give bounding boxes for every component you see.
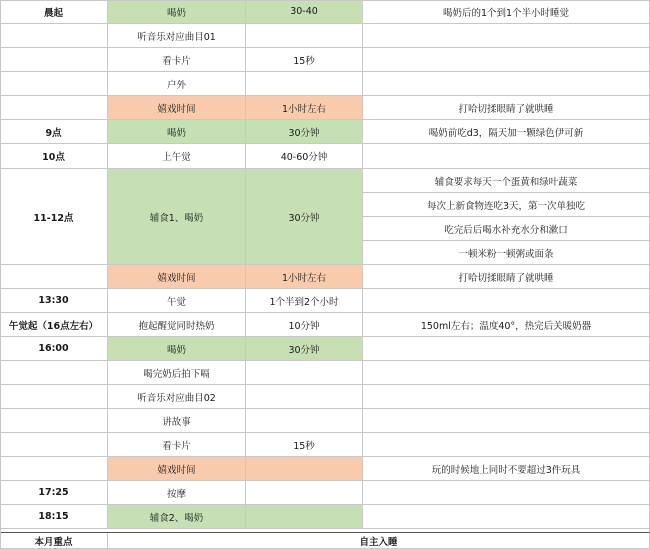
focus-label[interactable]: 本月重点 [0, 533, 108, 549]
activity-cell[interactable]: 上午觉 [108, 144, 246, 169]
activity-cell[interactable]: 辅食2、喝奶 [108, 505, 246, 529]
note-cell[interactable]: 每次上新食物连吃3天，第一次单独吃 [363, 193, 650, 217]
note-cell[interactable] [363, 505, 650, 529]
time-cell[interactable]: 11-12点 [0, 169, 108, 265]
time-cell[interactable] [0, 361, 108, 385]
note-cell[interactable]: 喝奶后的1个到1个半小时睡觉 [363, 0, 650, 24]
time-cell[interactable]: 10点 [0, 144, 108, 169]
time-cell[interactable]: 午觉起（16点左右） [0, 313, 108, 337]
time-cell[interactable] [0, 457, 108, 481]
activity-cell[interactable]: 喝完奶后拍下嗝 [108, 361, 246, 385]
duration-cell[interactable] [246, 361, 363, 385]
note-cell[interactable]: 150ml左右；温度40°，热完后关暖奶器 [363, 313, 650, 337]
duration-cell[interactable]: 10分钟 [246, 313, 363, 337]
note-cell[interactable]: 喝奶前吃d3，隔天加一颗绿色伊可新 [363, 120, 650, 144]
time-cell[interactable] [0, 24, 108, 48]
note-cell[interactable] [363, 433, 650, 457]
note-cell[interactable]: 打哈切揉眼睛了就哄睡 [363, 96, 650, 120]
time-cell[interactable] [0, 48, 108, 72]
note-cell[interactable] [363, 481, 650, 505]
duration-cell[interactable] [246, 481, 363, 505]
time-cell[interactable]: 13:30 [0, 289, 108, 313]
time-cell[interactable]: 18:15 [0, 505, 108, 529]
duration-cell[interactable] [246, 24, 363, 48]
activity-cell[interactable]: 嬉戏时间 [108, 96, 246, 120]
duration-cell[interactable] [246, 505, 363, 529]
activity-cell[interactable]: 午觉 [108, 289, 246, 313]
activity-cell[interactable]: 喝奶 [108, 0, 246, 24]
focus-value[interactable]: 自主入睡 [108, 533, 650, 549]
activity-cell[interactable]: 讲故事 [108, 409, 246, 433]
note-cell[interactable] [363, 337, 650, 361]
note-cell[interactable] [363, 409, 650, 433]
note-cell[interactable] [363, 385, 650, 409]
time-cell[interactable] [0, 409, 108, 433]
time-cell[interactable] [0, 433, 108, 457]
activity-cell[interactable]: 听音乐对应曲目01 [108, 24, 246, 48]
note-cell[interactable] [363, 144, 650, 169]
activity-cell[interactable]: 抱起醒觉同时热奶 [108, 313, 246, 337]
note-cell[interactable]: 一顿米粉一顿粥或面条 [363, 241, 650, 265]
note-cell[interactable] [363, 289, 650, 313]
duration-cell[interactable]: 30分钟 [246, 169, 363, 265]
note-cell[interactable]: 打哈切揉眼睛了就哄睡 [363, 265, 650, 289]
duration-cell[interactable]: 1小时左右 [246, 265, 363, 289]
activity-cell[interactable]: 听音乐对应曲目02 [108, 385, 246, 409]
note-cell[interactable] [363, 24, 650, 48]
duration-cell[interactable]: 30-40 [246, 0, 363, 24]
duration-cell[interactable]: 15秒 [246, 433, 363, 457]
duration-cell[interactable]: 30分钟 [246, 337, 363, 361]
activity-cell[interactable]: 辅食1、喝奶 [108, 169, 246, 265]
time-cell[interactable] [0, 96, 108, 120]
note-cell[interactable] [363, 72, 650, 96]
activity-cell[interactable]: 喝奶 [108, 337, 246, 361]
note-cell[interactable] [363, 48, 650, 72]
activity-cell[interactable]: 户外 [108, 72, 246, 96]
note-cell[interactable]: 玩的时候地上同时不要超过3件玩具 [363, 457, 650, 481]
duration-cell[interactable] [246, 409, 363, 433]
note-cell[interactable] [363, 361, 650, 385]
time-cell[interactable]: 晨起 [0, 0, 108, 24]
duration-cell[interactable]: 30分钟 [246, 120, 363, 144]
time-cell[interactable]: 17:25 [0, 481, 108, 505]
time-cell[interactable] [0, 385, 108, 409]
time-cell[interactable]: 9点 [0, 120, 108, 144]
time-cell[interactable]: 16:00 [0, 337, 108, 361]
activity-cell[interactable]: 嬉戏时间 [108, 265, 246, 289]
time-cell[interactable] [0, 72, 108, 96]
duration-cell[interactable] [246, 385, 363, 409]
activity-cell[interactable]: 嬉戏时间 [108, 457, 246, 481]
activity-cell[interactable]: 看卡片 [108, 48, 246, 72]
duration-cell[interactable] [246, 457, 363, 481]
activity-cell[interactable]: 喝奶 [108, 120, 246, 144]
duration-cell[interactable]: 15秒 [246, 48, 363, 72]
duration-cell[interactable] [246, 72, 363, 96]
note-cell[interactable]: 吃完后后喝水补充水分和漱口 [363, 217, 650, 241]
activity-cell[interactable]: 按摩 [108, 481, 246, 505]
activity-cell[interactable]: 看卡片 [108, 433, 246, 457]
duration-cell[interactable]: 1小时左右 [246, 96, 363, 120]
time-cell[interactable] [0, 265, 108, 289]
duration-cell[interactable]: 1个半到2个小时 [246, 289, 363, 313]
duration-cell[interactable]: 40-60分钟 [246, 144, 363, 169]
note-cell[interactable]: 辅食要求每天一个蛋黄和绿叶蔬菜 [363, 169, 650, 193]
